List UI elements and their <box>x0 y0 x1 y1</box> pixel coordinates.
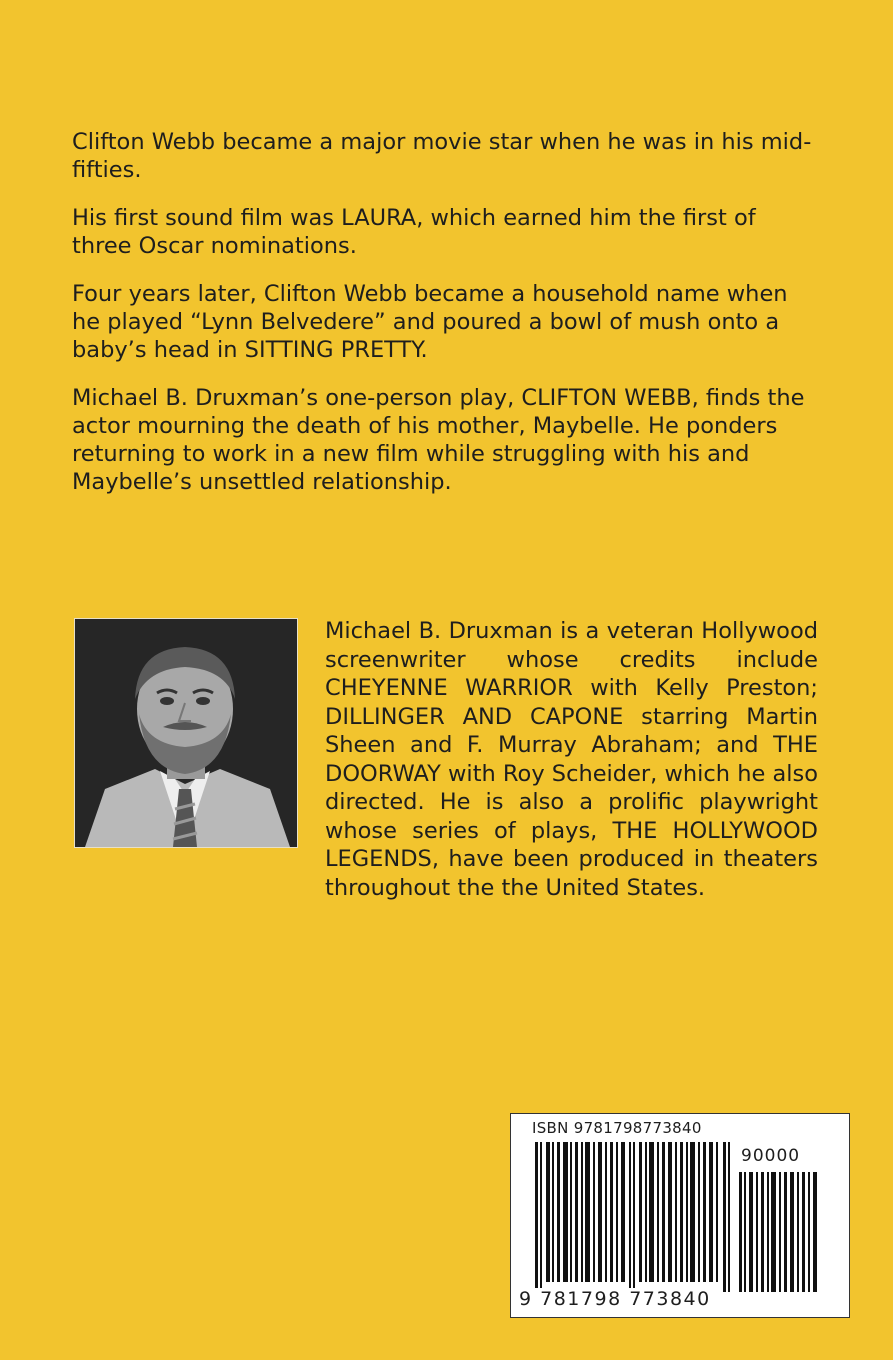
price-code: 90000 <box>741 1146 801 1166</box>
isbn-label: ISBN 9781798773840 <box>532 1119 702 1137</box>
blurb-paragraph-2: His first sound film was LAURA, which earned him the first of three Oscar nominations. <box>72 205 756 259</box>
author-photo <box>74 618 298 848</box>
barcode-bars-main <box>535 1142 731 1292</box>
author-bio <box>325 617 818 902</box>
cover-blurb <box>72 128 820 516</box>
blurb-paragraph-4: Michael B. Druxman’s one-person play, CLIFTON WEBB, finds the actor mourning the death of his mother, Maybelle. He ponders returning to work in a new film while struggling with his and Maybelle’s unsettled relationship. <box>72 385 805 495</box>
author-bio-text: Michael B. Druxman is a veteran Hollywood screenwriter whose credits include CHEYENNE WARRIOR with Kelly Preston; DILLINGER AND CAPONE starring Martin Sheen and F. Murray Abraham; and THE DOORWAY with Roy Scheider, which he also directed. He is also a prolific playwright whose series of plays, THE HOLLYWOOD LEGENDS, have been produced in theaters throughout the the United States. <box>325 618 818 901</box>
barcode-bars-addon <box>739 1172 819 1292</box>
isbn-barcode <box>510 1113 850 1318</box>
blurb-paragraph-1: Clifton Webb became a major movie star when he was in his mid-fifties. <box>72 129 812 183</box>
blurb-paragraph-3: Four years later, Clifton Webb became a household name when he played “Lynn Belvedere” and poured a bowl of mush onto a baby’s head in SITTING PRETTY. <box>72 281 788 363</box>
isbn-digits: 9 781798 773840 <box>519 1288 711 1310</box>
author-portrait-image <box>75 619 297 847</box>
